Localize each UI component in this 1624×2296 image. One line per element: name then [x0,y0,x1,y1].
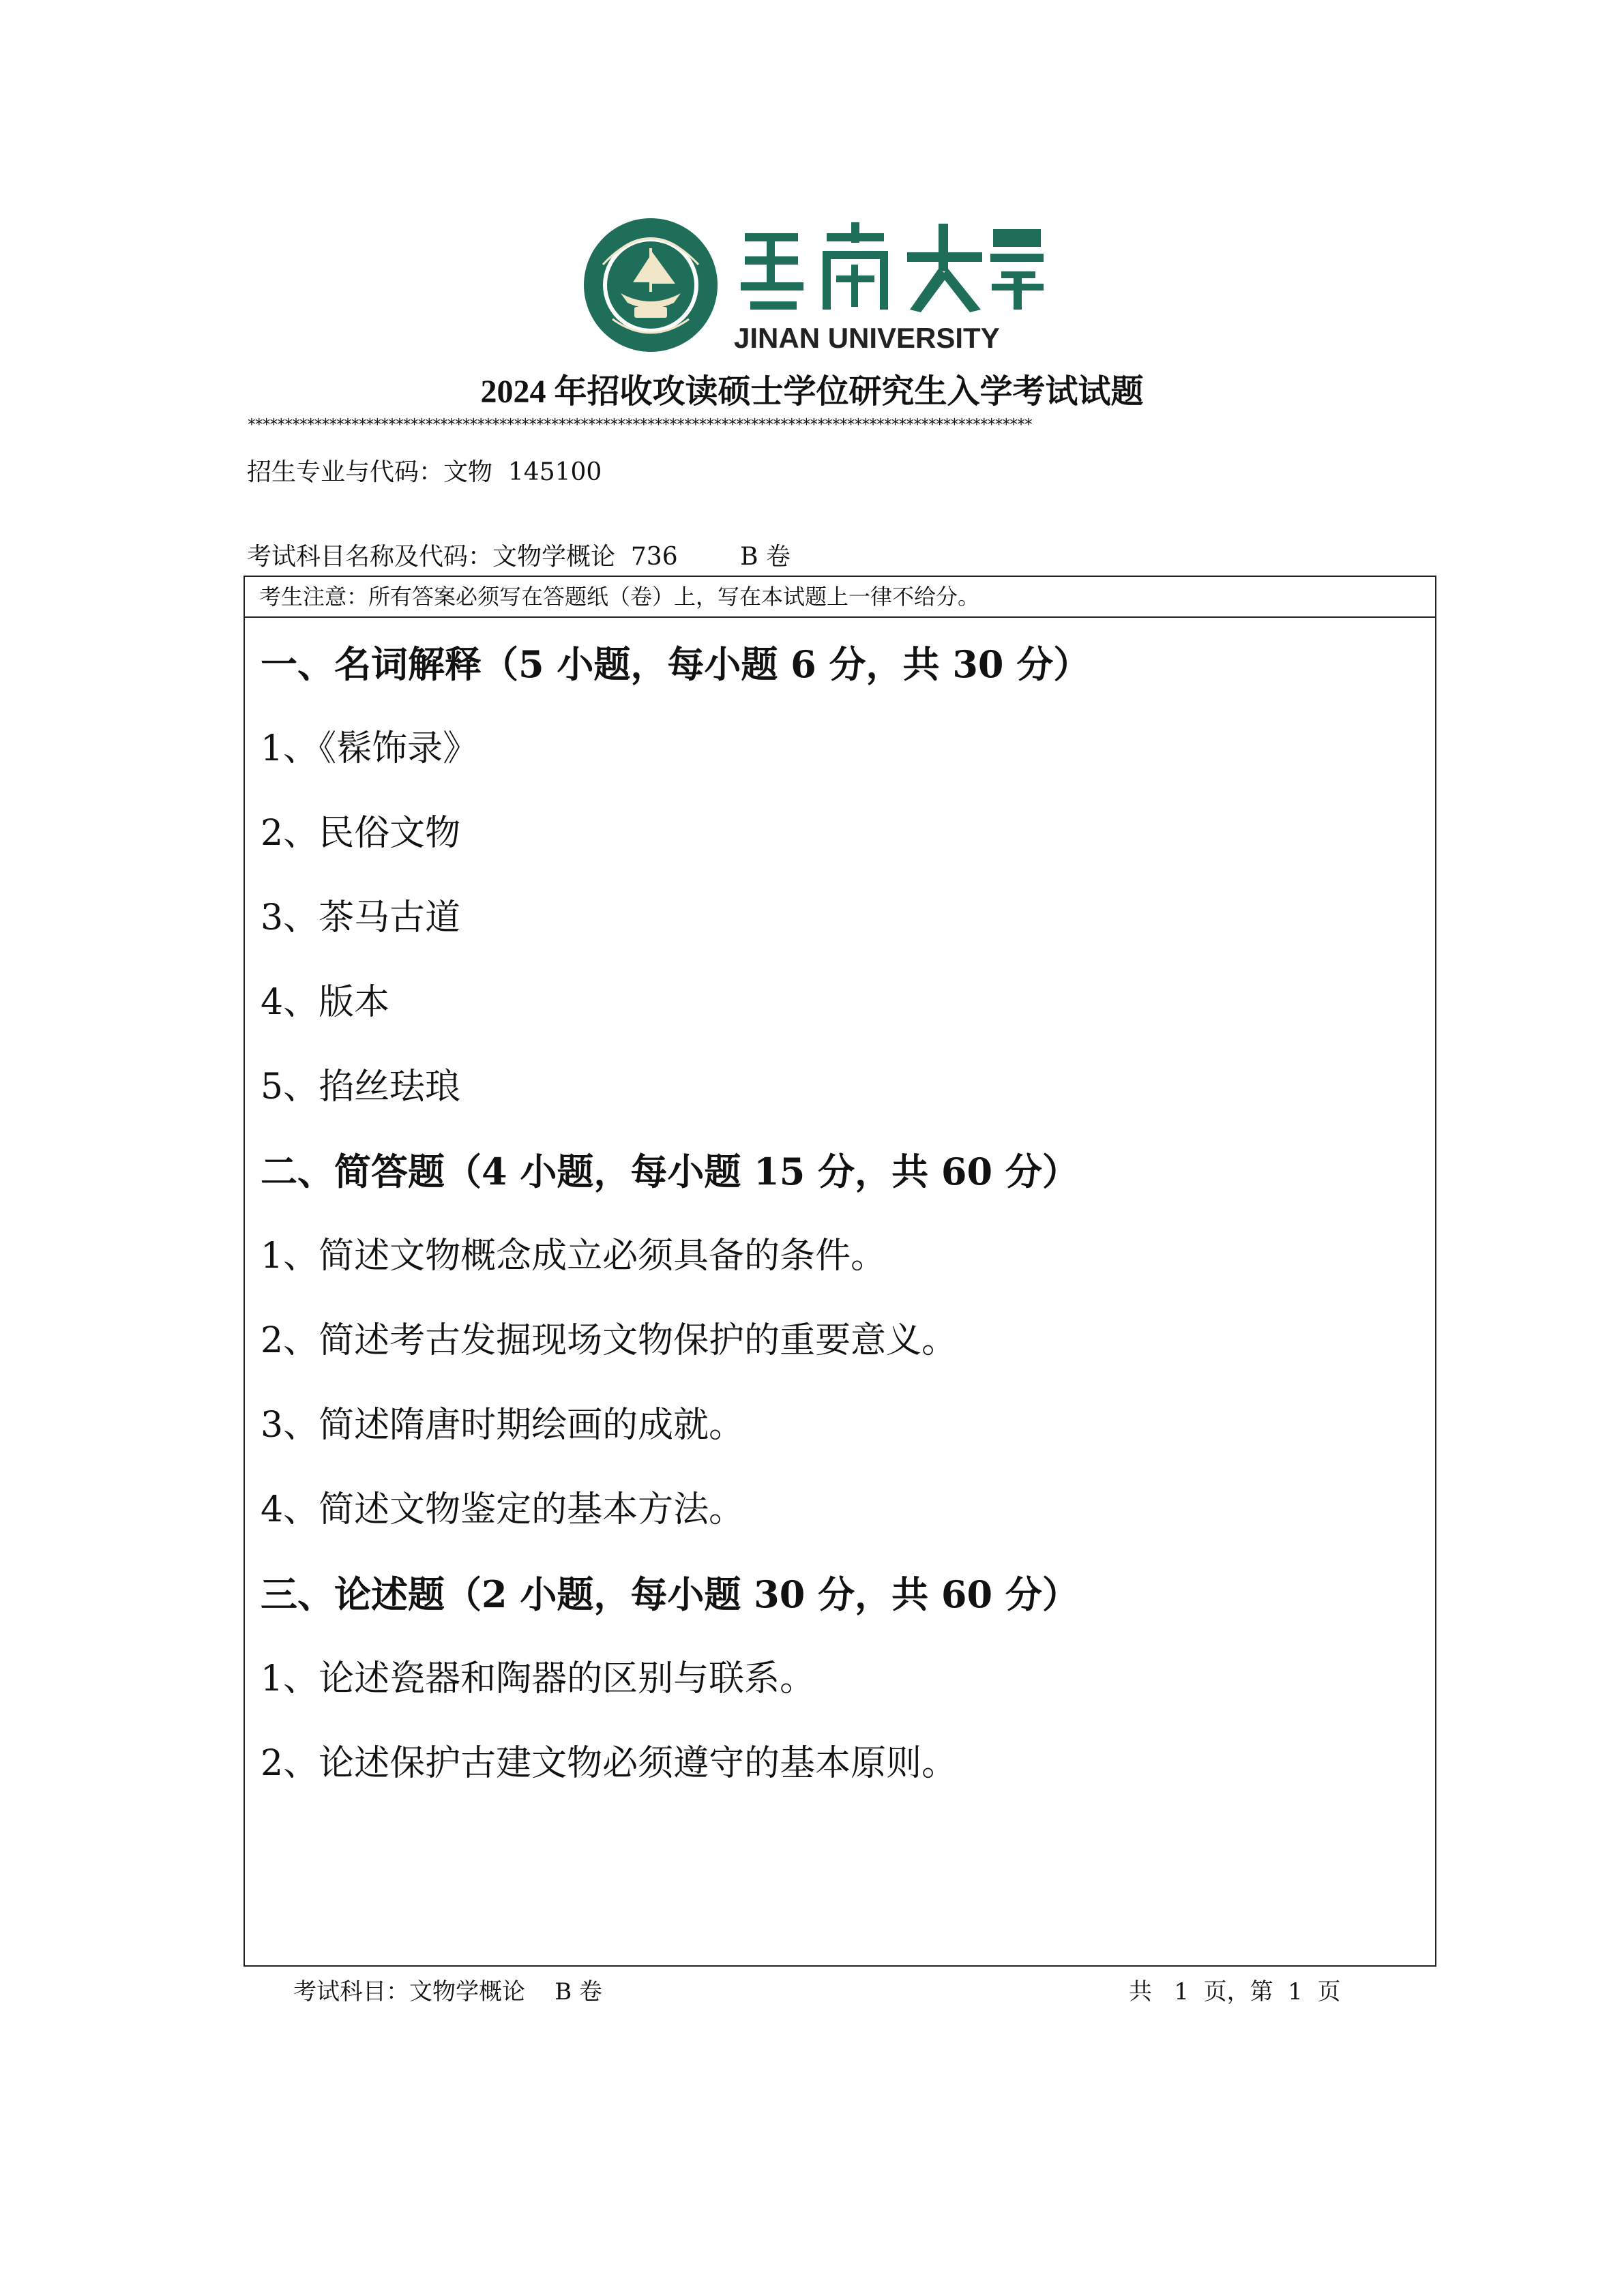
major-label: 招生专业与代码： [247,458,444,486]
subject-line [247,537,791,572]
section-title: 三、论述题（2 小题，每小题 30 分，共 60 分） [261,1572,1079,1616]
exam-title: 2024 年招收攻读硕士学位研究生入学考试试题 [480,374,1144,410]
section-title: 二、简答题（4 小题，每小题 15 分，共 60 分） [261,1150,1079,1193]
question-item: 3、简述隋唐时期绘画的成就。 [261,1405,745,1446]
question-item: 1、《髹饰录》 [261,728,479,769]
university-logo [582,217,1046,353]
question-item: 2、简述考古发掘现场文物保护的重要意义。 [261,1320,958,1361]
question-item: 5、掐丝珐琅 [261,1067,461,1107]
question-item: 1、简述文物概念成立必须具备的条件。 [261,1236,887,1277]
question-item: 1、论述瓷器和陶器的区别与联系。 [261,1658,816,1699]
university-name-cn-logotype [741,222,1044,312]
exam-notice: 考生注意：所有答案必须写在答题纸（卷）上，写在本试题上一律不给分。 [245,577,1435,618]
asterisk-divider: ********************************************************************************************************** [247,416,1031,434]
footer-page-number: 共 1 页，第 1 页 [1129,1978,1341,2006]
exam-question-box [243,576,1436,1967]
question-item: 3、茶马古道 [261,897,461,938]
major-line [247,453,602,488]
footer-subject: 考试科目：文物学概论 B 卷 [293,1978,603,2006]
university-seal-icon [584,218,718,352]
question-item: 4、简述文物鉴定的基本方法。 [261,1489,745,1530]
subject-label: 考试科目名称及代码： [247,543,493,571]
major-value: 文物 145100 [443,458,602,486]
svg-text:JINAN UNIVERSITY: JINAN UNIVERSITY [734,322,1000,353]
subject-value: 文物学概论 736 B 卷 [492,543,791,571]
question-item: 2、民俗文物 [261,813,461,854]
section-title: 一、名词解释（5 小题，每小题 6 分，共 30 分） [261,642,1091,686]
question-item: 2、论述保护古建文物必须遵守的基本原则。 [261,1743,958,1784]
question-item: 4、版本 [261,982,390,1023]
